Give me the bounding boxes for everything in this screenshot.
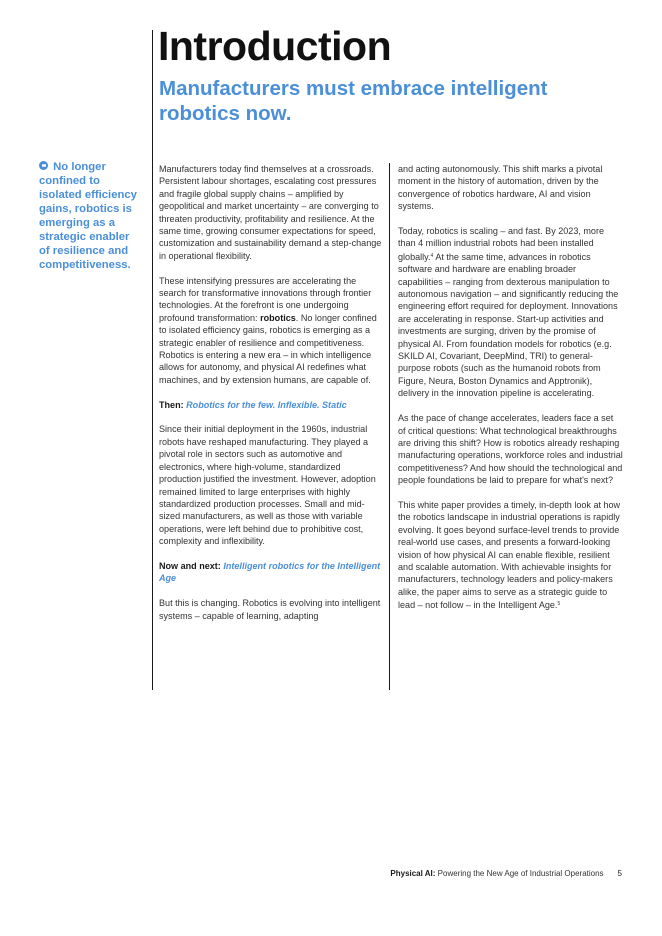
body-column-2	[398, 163, 623, 612]
paragraph-emphasis: robotics	[260, 312, 296, 323]
paragraph	[398, 225, 623, 400]
section-heading-label: Now and next:	[159, 560, 224, 571]
paragraph-text: Today, robotics is scaling – and fast. By 2023, more than 4 million industrial robots had been installed globally.	[398, 226, 605, 262]
section-heading-label: Then:	[159, 399, 187, 410]
footer-report-title: Powering the New Age of Industrial Operations	[435, 869, 604, 878]
section-heading-now-and-next	[159, 560, 384, 585]
paragraph: Since their initial deployment in the 1960s, industrial robots have reshaped manufacturing. They played a pivotal role in sectors such as automotive and electronics, where high-volume, standardized production justified the investment. However, adoption remained limited to large enterprises with highly standardized production processes. Small and mid-sized manufacturers, as well as those with variable operations, were left behind due to prohibitive cost, complexity and inflexibility.	[159, 424, 376, 547]
paragraph: As the pace of change accelerates, leaders face a set of critical questions: What technological breakthroughs are driving this shift? How is robotics already reshaping manufacturing operations, workforce roles and industrial competitiveness? And how should the technological and people foundations be laid to prepare for what's next?	[398, 413, 623, 486]
paragraph: But this is changing. Robotics is evolving into intelligent systems – capable of learning, adapting	[159, 598, 381, 621]
body-column-1	[159, 163, 384, 622]
footnote-ref[interactable]: 5	[557, 601, 561, 608]
paragraph-text: This white paper provides a timely, in-depth look at how the robotics landscape in industrial operations is rapidly evolving. It goes beyond surface-level trends to provide real-world use cases, and presents a forward-looking vision of how physical AI can enable flexible, resilient and scalable automation. With achievable insights for manufacturers, technology leaders and policy-makers alike, the paper aims to serve as a strategic guide to lead – not follow – in the Intelligent Age.	[398, 499, 621, 611]
page-title: Introduction	[158, 23, 392, 69]
page-subtitle: Manufacturers must embrace intelligent robotics now.	[159, 77, 548, 125]
footnote-ref[interactable]: 4	[430, 252, 434, 259]
left-vertical-rule	[152, 30, 153, 690]
pull-quote-text: No longer confined to isolated efficiency gains, robotics is emerging as a strategic enabler of resilience and competitiveness.	[39, 161, 137, 271]
page-footer	[390, 869, 622, 878]
pull-quote	[39, 160, 139, 272]
paragraph: and acting autonomously. This shift marks a pivotal moment in the history of automation, driven by the convergence of robotics hardware, AI and vision systems.	[398, 164, 603, 212]
section-heading-title: Intelligent robotics for the Intelligent Age	[159, 560, 381, 584]
footer-report-label: Physical AI:	[390, 869, 436, 878]
page-number: 5	[617, 869, 622, 878]
paragraph-text: These intensifying pressures are accelerating the search for transformative innovations through frontier technologies. At the forefront is one undergoing profound transformation:	[159, 275, 372, 323]
column-divider-rule	[389, 163, 390, 690]
paragraph-text: At the same time, advances in robotics software and hardware are enabling broader capabilities – ranging from dexterous manipulation to autonomous navigation – and significantly reducing the engineering effort required for deployment. Innovations are accelerating in response. Start-up activities and investments are surging, driven by the promise of physical AI. From foundation models for robotics (e.g. SKILD AI, Covariant, DeepMind, TRI) to general-purpose robots (such as the humanoid robots from Figure, Neura, Boston Dynamics and Apptronik), delivery in the innovation pipeline is accelerating.	[398, 251, 619, 399]
paragraph: Manufacturers today find themselves at a crossroads. Persistent labour shortages, escalating cost pressures and fragile global supply chains – amplified by geopolitical and market uncertainty – are converging to threaten productivity, profitability and resilience. At the same time, growing consumer expectations for speed, customization and sustainability demand a step-change in operational flexibility.	[159, 164, 382, 261]
section-heading-then	[159, 399, 384, 411]
paragraph	[398, 499, 623, 612]
section-heading-title: Robotics for the few. Inflexible. Static	[186, 399, 347, 410]
paragraph-text: . No longer confined to isolated efficiency gains, robotics is emerging as a strategic enabler of resilience and competitiveness. Robotics is entering a new era – in which intelligence allows for autonomy, and physical AI redefines what machines, and by extension humans, are capable of.	[159, 312, 377, 385]
paragraph	[159, 275, 384, 387]
quote-icon	[39, 161, 48, 170]
